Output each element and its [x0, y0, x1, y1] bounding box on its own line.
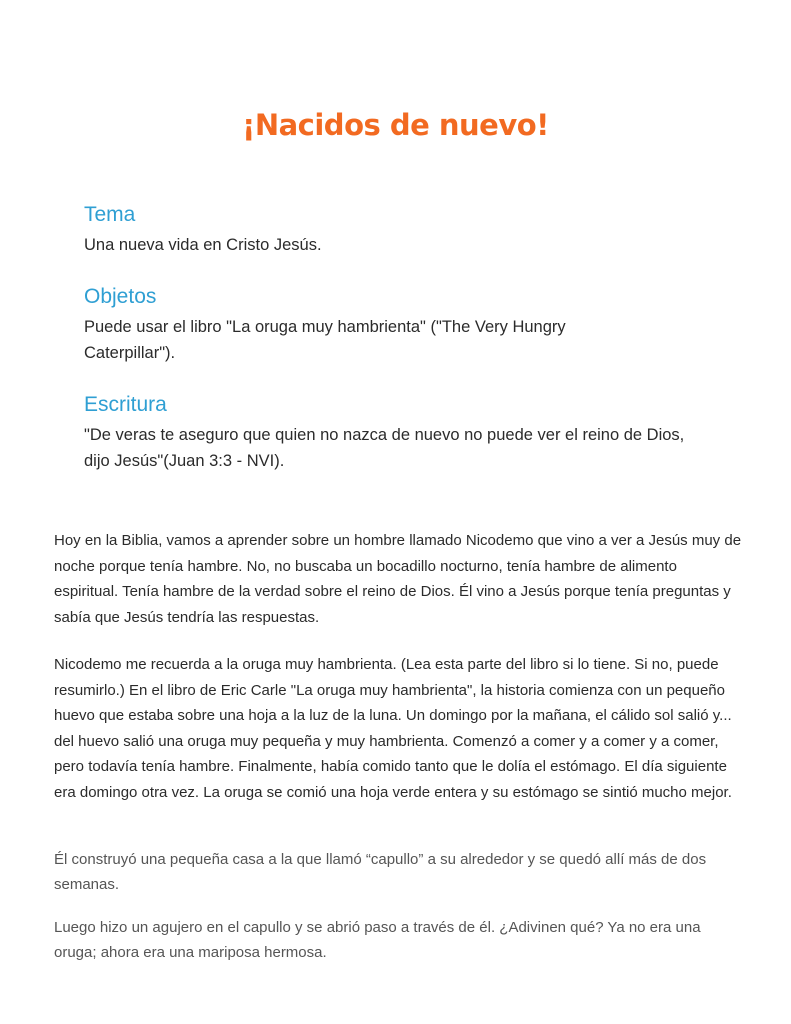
section-text-tema: Una nueva vida en Cristo Jesús.: [84, 236, 322, 254]
section-heading-objetos: Objetos: [84, 285, 157, 308]
section-tema: [84, 202, 724, 258]
body-paragraph: [54, 528, 744, 630]
body-paragraph: [54, 915, 744, 965]
section-heading-tema: Tema: [84, 203, 136, 226]
page-title: ¡Nacidos de nuevo!: [242, 108, 549, 142]
body-paragraph: [54, 847, 744, 897]
section-text-objetos: Puede usar el libro "La oruga muy hambrienta" ("The Very Hungry Caterpillar").: [84, 318, 566, 362]
section-heading-escritura: Escritura: [84, 393, 167, 416]
paragraph-text: Hoy en la Biblia, vamos a aprender sobre un hombre llamado Nicodemo que vino a ver a Jesús muy de noche porque tenía hambre. No, no buscaba un bocadillo nocturno, tenía hambre de alimento espiritual. Tenía hambre de la verdad sobre el reino de Dios. Él vino a Jesús porque tenía preguntas y sabía que Jesús tendría las respuestas.: [54, 532, 742, 626]
section-text-escritura: "De veras te aseguro que quien no nazca de nuevo no puede ver el reino de Dios, dijo Jesús"(Juan 3:3 - NVI).: [84, 426, 685, 470]
paragraph-text: Luego hizo un agujero en el capullo y se abrió paso a través de él. ¿Adivinen qué? Ya no era una oruga; ahora era una mariposa hermosa.: [54, 919, 701, 961]
section-objetos: [84, 284, 724, 366]
paragraph-text: Él construyó una pequeña casa a la que llamó “capullo” a su alrededor y se quedó allí más de dos semanas.: [54, 851, 707, 893]
body-paragraph: [54, 652, 744, 805]
paragraph-text: Nicodemo me recuerda a la oruga muy hambrienta. (Lea esta parte del libro si lo tiene. Si no, puede resumirlo.) En el libro de Eric Carle "La oruga muy hambrienta", la historia comienza con un pequeño huevo que estaba sobre una hoja a la luz de la luna. Un domingo por la mañana, el cálido sol salió y... del huevo salió una oruga muy pequeña y muy hambrienta. Comenzó a comer y a comer y a comer, pero todavía tenía hambre. Finalmente, había comido tanto que le dolía el estómago. El día siguiente era domingo otra vez. La oruga se comió una hoja verde entera y su estómago se sintió mucho mejor.: [54, 656, 732, 801]
section-escritura: [84, 392, 724, 474]
